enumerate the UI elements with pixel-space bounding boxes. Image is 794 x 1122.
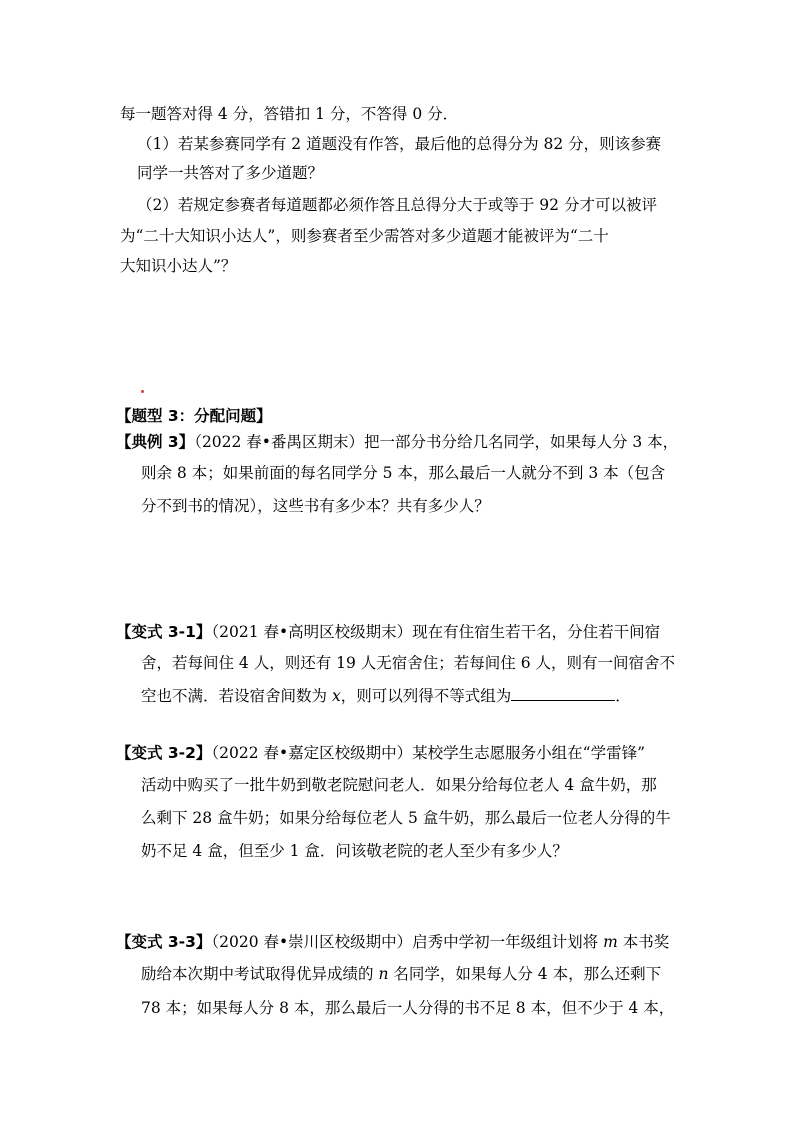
- example-label: 【典例 3】: [116, 433, 195, 451]
- variable-n: n: [378, 965, 389, 983]
- section-title: 【题型 3：分配问题】: [116, 407, 272, 425]
- variable-x: x: [331, 687, 341, 705]
- text-line: 舍，若每间住 4 人，则还有 19 人无宿舍住；若每间住 6 人，则有一间宿舍不: [141, 654, 676, 672]
- text-line: 【典例 3】（2022 春•番禺区期末）把一部分书分给几名同学，如果每人分 3 本，: [116, 433, 679, 451]
- variable-m: m: [603, 933, 618, 951]
- text-line: 为“二十大知识小达人”，则参赛者至少需答对多少道题才能被评为“二十: [120, 227, 609, 245]
- text-line: 分不到书的情况），这些书有多少本？共有多少人？: [141, 497, 490, 515]
- text-line: 【变式 3-1】（2021 春•高明区校级期末）现在有住宿生若干名，分住若干间宿: [116, 623, 661, 641]
- text-line: 每一题答对得 4 分，答错扣 1 分，不答得 0 分．: [120, 105, 459, 123]
- text-line: 78 本；如果每人分 8 本，那么最后一人分得的书不足 8 本，但不少于 4 本，: [141, 999, 675, 1017]
- text-line: （2）若规定参赛者每道题都必须作答且总得分大于或等于 92 分才可以被评: [137, 196, 657, 214]
- text-line: 则余 8 本；如果前面的每名同学分 5 本，那么最后一人就分不到 3 本（包含: [141, 464, 666, 482]
- text-line: 励给本次期中考试取得优异成绩的 n 名同学，如果每人分 4 本，那么还剩下: [141, 965, 662, 983]
- text-line: 【变式 3-3】（2020 春•崇川区校级期中）启秀中学初一年级组计划将 m 本书奖: [116, 933, 670, 951]
- text-line: （1）若某参赛同学有 2 道题没有作答，最后他的总得分为 82 分，则该参赛: [137, 135, 662, 153]
- variant-label: 【变式 3-3】: [116, 933, 212, 951]
- text-line: 活动中购买了一批牛奶到敬老院慰问老人．如果分给每位老人 4 盒牛奶，那: [141, 776, 657, 794]
- text-line: 奶不足 4 盒，但至少 1 盒．问该敬老院的老人至少有多少人？: [141, 842, 568, 860]
- text-line: 大知识小达人”？: [120, 257, 237, 275]
- text-line: 空也不满．若设宿舍间数为 x，则可以列得不等式组为 ．: [141, 687, 631, 705]
- text-line: 同学一共答对了多少道题？: [137, 164, 324, 182]
- text-line: 么剩下 28 盒牛奶；如果分给每位老人 5 盒牛奶，那么最后一位老人分得的牛: [141, 809, 671, 827]
- variant-label: 【变式 3-1】: [116, 623, 212, 641]
- variant-label: 【变式 3-2】: [116, 744, 212, 762]
- stray-dot: [141, 390, 144, 393]
- answer-blank[interactable]: [511, 685, 615, 701]
- text-line: 【变式 3-2】（2022 春•嘉定区校级期中）某校学生志愿服务小组在“学雷锋”: [116, 744, 646, 762]
